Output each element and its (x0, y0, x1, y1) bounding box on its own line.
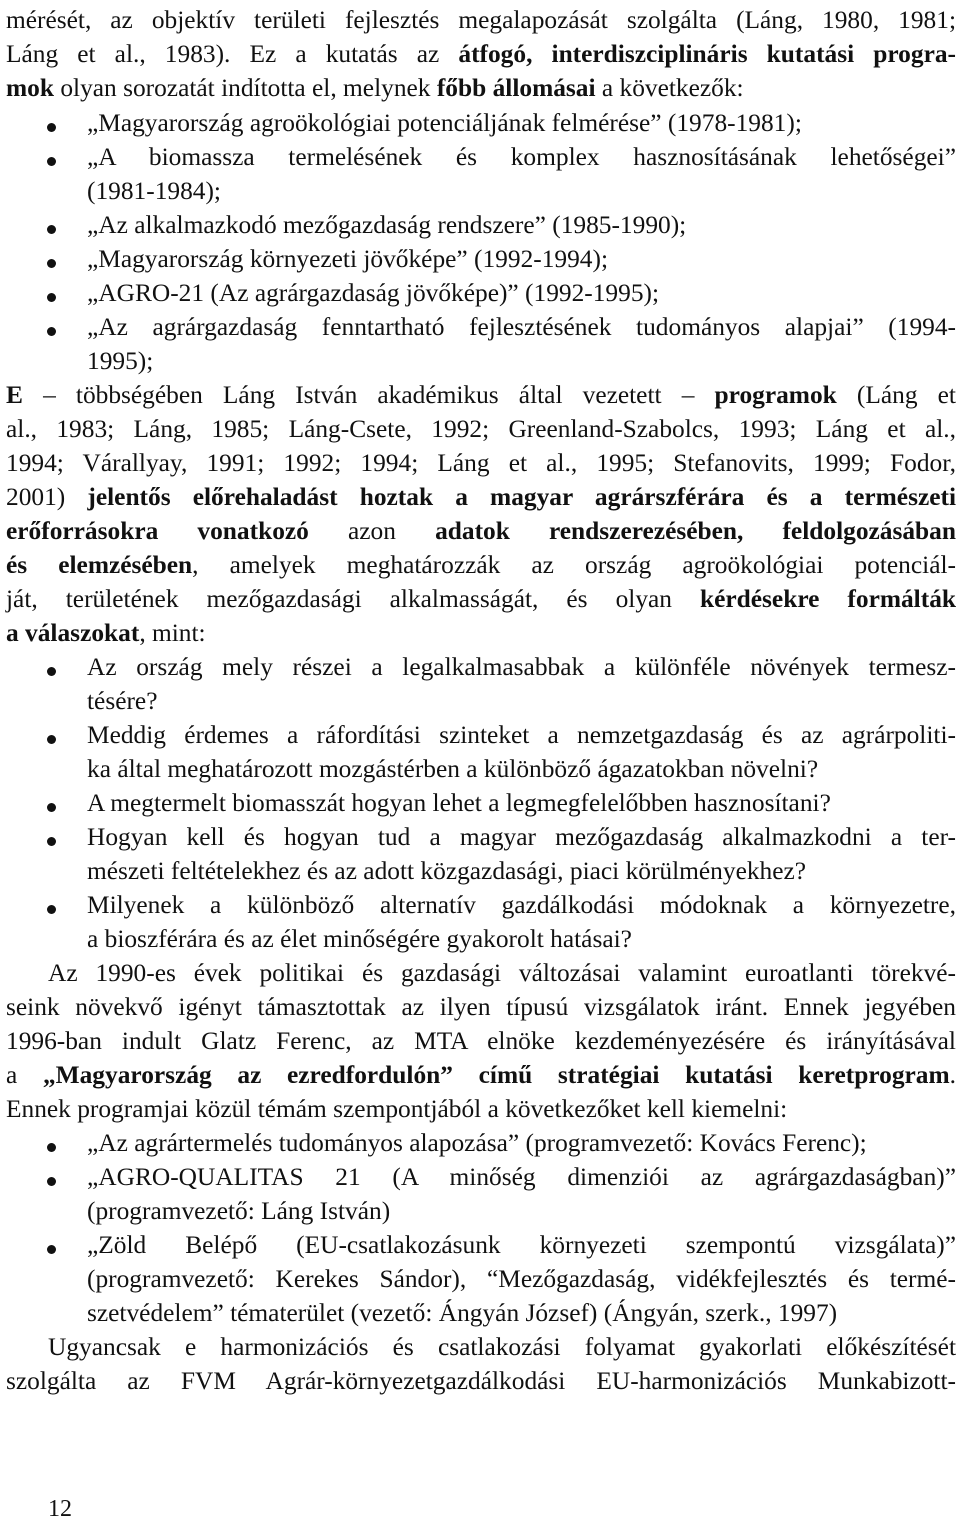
bullet-icon (47, 157, 56, 166)
list-item-continuation: tésére? (87, 687, 158, 715)
list-item-continuation: szetvédelem” tématerület (vezető: Ángyán József) (Ángyán, szerk., 1997) (87, 1299, 838, 1327)
bullet-icon (47, 225, 56, 234)
list-item-continuation: ka által meghatározott mozgástérben a különböző ágazatokban növelni? (87, 755, 819, 783)
list-item-continuation: (programvezető: Kerekes Sándor), “Mezőgazdaság, vidékfejlesztés és termé- (87, 1265, 956, 1293)
list-item-continuation: (programvezető: Láng István) (87, 1197, 391, 1225)
bullet-icon (47, 259, 56, 268)
list-item: „Magyarország agroökológiai potenciáljának felmérése” (1978-1981); (87, 109, 802, 137)
list-item: „AGRO-21 (Az agrárgazdaság jövőképe)” (1992-1995); (87, 279, 660, 307)
text-line: Az 1990-es évek politikai és gazdasági változásai valamint euroatlanti törekvé- (48, 959, 956, 987)
list-item: Milyenek a különböző alternatív gazdálkodási módoknak a környezetre, (87, 891, 956, 919)
bullet-icon (47, 123, 56, 132)
text-line: a válaszokat, mint: (6, 619, 206, 647)
bullet-icon (47, 1245, 56, 1254)
list-item: „Az agrártermelés tudományos alapozása” (programvezető: Kovács Ferenc); (87, 1129, 867, 1157)
bullet-icon (47, 735, 56, 744)
text-line: erőforrásokra vonatkozó azon adatok rendszerezésében, feldolgozásában (6, 517, 956, 545)
bullet-icon (47, 837, 56, 846)
list-item: „A biomassza termelésének és komplex hasznosításának lehetőségei” (87, 143, 956, 171)
text-line: Ugyancsak e harmonizációs és csatlakozási folyamat gyakorlati előkészítését (48, 1333, 956, 1361)
text-line: 2001) jelentős előrehaladást hoztak a magyar agrárszférára és a természeti (6, 483, 956, 511)
list-item: „Zöld Belépő (EU-csatlakozásunk környezeti szempontú vizsgálata)” (87, 1231, 956, 1259)
bullet-icon (47, 1177, 56, 1186)
list-item-continuation: 1995); (87, 347, 154, 375)
list-item-continuation: (1981-1984); (87, 177, 221, 205)
list-item: „Az agrárgazdaság fenntartható fejlesztésének tudományos alapjai” (1994- (87, 313, 956, 341)
list-item: Az ország mely részei a legalkalmasabbak a különféle növények termesz- (87, 653, 956, 681)
bullet-icon (47, 667, 56, 676)
list-item: „AGRO-QUALITAS 21 (A minőség dimenziói az agrárgazdaságban)” (87, 1163, 956, 1191)
text-line: mérését, az objektív területi fejlesztés megalapozását szolgálta (Láng, 1980, 1981; (6, 6, 956, 34)
text-line: Láng et al., 1983). Ez a kutatás az átfogó, interdiszciplináris kutatási progra- (6, 40, 956, 68)
list-item: „Az alkalmazkodó mezőgazdaság rendszere” (1985-1990); (87, 211, 687, 239)
text-line: seink növekvő igényt támasztottak az ilyen típusú vizsgálatok iránt. Ennek jegyében (6, 993, 956, 1021)
bullet-icon (47, 905, 56, 914)
bullet-icon (47, 1143, 56, 1152)
list-item: Hogyan kell és hogyan tud a magyar mezőgazdaság alkalmazkodni a ter- (87, 823, 956, 851)
page-number: 12 (48, 1496, 72, 1522)
text-line: a „Magyarország az ezredfordulón” című stratégiai kutatási keretprogram. (6, 1061, 956, 1089)
list-item: Meddig érdemes a ráfordítási szinteket a nemzetgazdaság és az agrárpoliti- (87, 721, 956, 749)
text-line: és elemzésében, amelyek meghatározzák az ország agroökológiai potenciál- (6, 551, 956, 579)
list-item-continuation: mészeti feltételekhez és az adott közgazdasági, piaci körülményekhez? (87, 857, 807, 885)
bullet-icon (47, 803, 56, 812)
text-line: szolgálta az FVM Agrár-környezetgazdálkodási EU-harmonizációs Munkabizott- (6, 1367, 956, 1395)
list-item: „Magyarország környezeti jövőképe” (1992-1994); (87, 245, 609, 273)
text-line: mok olyan sorozatát indította el, melynek főbb állomásai a következők: (6, 74, 744, 102)
list-item: A megtermelt biomasszát hogyan lehet a legmegfelelőbben hasznosítani? (87, 789, 831, 817)
text-line: ját, területének mezőgazdasági alkalmasságát, és olyan kérdésekre formálták (6, 585, 957, 613)
bullet-icon (47, 293, 56, 302)
text-line: 1994; Várallyay, 1991; 1992; 1994; Láng et al., 1995; Stefanovits, 1999; Fodor, (6, 449, 956, 477)
text-line: al., 1983; Láng, 1985; Láng-Csete, 1992; Greenland-Szabolcs, 1993; Láng et al., (6, 415, 956, 443)
text-line: Ennek programjai közül témám szempontjából a következőket kell kiemelni: (6, 1095, 788, 1123)
list-item-continuation: a bioszférára és az élet minőségére gyakorolt hatásai? (87, 925, 632, 953)
text-line: 1996-ban indult Glatz Ferenc, az MTA elnöke kezdeményezésére és irányításával (6, 1027, 956, 1055)
text-line: E – többségében Láng István akadémikus által vezetett – programok (Láng et (6, 381, 956, 409)
bullet-icon (47, 327, 56, 336)
